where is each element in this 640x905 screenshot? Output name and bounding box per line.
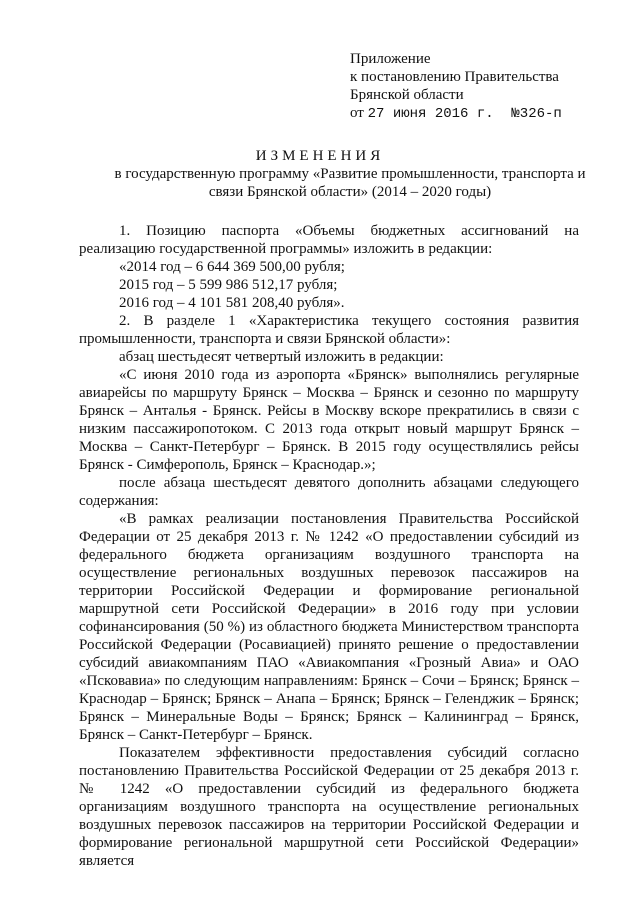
paragraph-6: абзац шестьдесят четвертый изложить в редакции:: [119, 349, 444, 365]
document-body: [79, 222, 579, 870]
appendix-line-1: Приложение: [350, 51, 431, 67]
paragraph-10: Показателем эффективности предоставления субсидий согласно постановлению Правительства Российской Федерации от 25 декабря 2013 г. № 1242 «О предоставлении субсидий из федерального бюджета организациям воздушного транспорта на осуществление региональных воздушных перевозок пассажиров на территории Российской Федерации и формирование региональной маршрутной сети Российской Федерации» является: [79, 745, 579, 869]
paragraph-1: 1. Позицию паспорта «Объемы бюджетных ассигнований на реализацию государственной программы» изложить в редакции:: [79, 223, 579, 257]
appendix-date: 27 июня 2016 г.: [367, 106, 494, 122]
paragraph-8: после абзаца шестьдесят девятого дополнить абзацами следующего содержания:: [79, 475, 579, 509]
paragraph-7: «С июня 2010 года из аэропорта «Брянск» выполнялись регулярные авиарейсы по маршруту Брянск – Москва – Брянск и сезонно по маршруту Брянск – Анталья - Брянск. Рейсы в Москву вскоре прекратились в связи с низким пассажиропотоком. С 2013 года открыт новый маршрут Брянск – Москва – Санкт-Петербург – Брянск. В 2015 году осуществлялись рейсы Брянск - Симферополь, Брянск – Краснодар.»;: [79, 367, 579, 473]
appendix-line-2: к постановлению Правительства: [350, 69, 559, 85]
appendix-date-prefix: от: [350, 105, 364, 121]
document-subtitle: в государственную программу «Развитие промышленности, транспорта и связи Брянской области» (2014 – 2020 годы): [114, 166, 586, 200]
paragraph-9: «В рамках реализации постановления Правительства Российской Федерации от 25 декабря 2013 г. № 1242 «О предоставлении субсидий из федерального бюджета организациям воздушного транспорта на осуществление региональных воздушных перевозок пассажиров на территории Российской Федерации и формирование региональной маршрутной сети Российской Федерации» в 2016 году при условии софинансирования (50 %) из областного бюджета Министерством транспорта Российской Федерации (Росавиацией) принято решение о предоставлении субсидий авиакомпаниям ПАО «Авиакомпания «Грозный Авиа» и ОАО «Псковавиа» по следующим направлениям: Брянск – Сочи – Брянск; Брянск – Краснодар – Брянск; Брянск – Анапа – Брянск; Брянск – Геленджик – Брянск; Брянск – Минеральные Воды – Брянск; Брянск – Калининград – Брянск, Брянск – Санкт-Петербург – Брянск.: [79, 511, 579, 743]
appendix-block: [350, 50, 620, 123]
paragraph-3: 2015 год – 5 599 986 512,17 рубля;: [119, 277, 338, 293]
paragraph-2: «2014 год – 6 644 369 500,00 рубля;: [119, 259, 345, 275]
appendix-line-4: [350, 104, 620, 123]
paragraph-4: 2016 год – 4 101 581 208,40 рубля».: [119, 295, 345, 311]
document-title: ИЗМЕНЕНИЯ: [255, 148, 385, 164]
appendix-line-3: Брянской области: [350, 87, 464, 103]
appendix-number: №326-п: [511, 106, 562, 122]
paragraph-5: 2. В разделе 1 «Характеристика текущего состояния развития промышленности, транспорта и связи Брянской области»:: [79, 313, 579, 347]
